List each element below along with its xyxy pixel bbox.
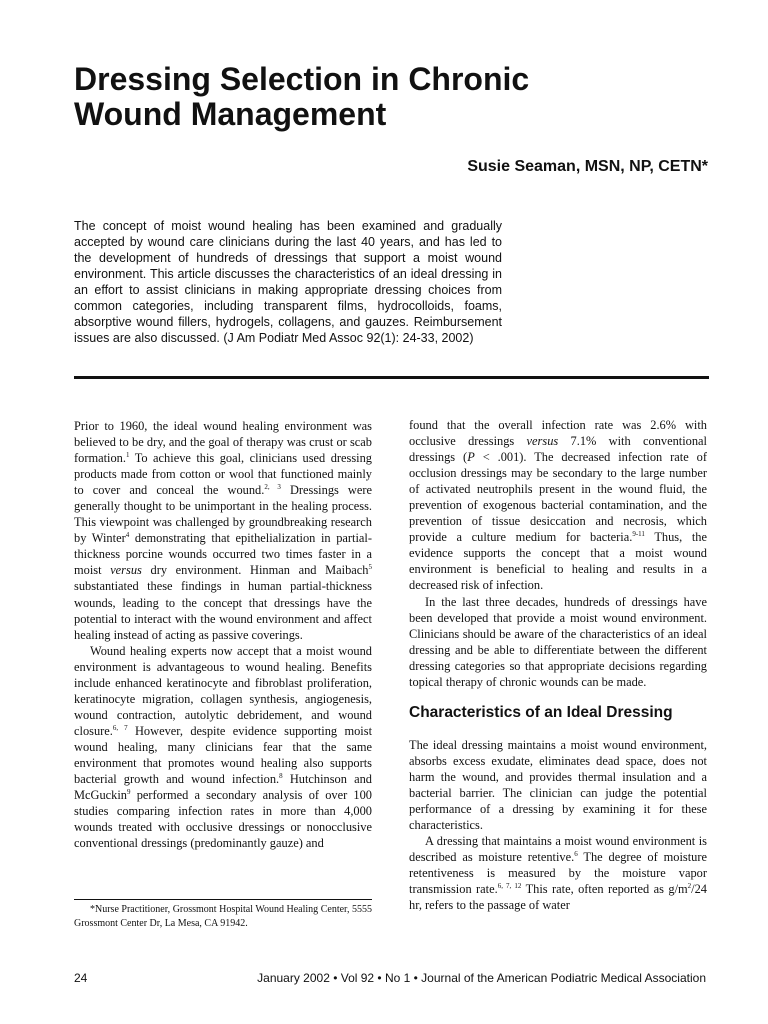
page-number: 24 [74,971,88,985]
header-divider [74,376,709,379]
right-paragraph-3: The ideal dressing maintains a moist wound environment, absorbs excess exudate, eliminates dead space, does not harm the wound, and provides thermal insulation and a bacterial barrier. The clinician can judge the potential performance of a dressing by examining it for these characteristics. [409,737,707,833]
left-paragraph-1: Prior to 1960, the ideal wound healing environment was believed to be dry, and the goal of therapy was crust or scab formation.$^1$ To achieve this goal, clinicians used dressing products made from cotton or wool that functioned mainly to cover and conceal the wound.$^{2, 3}$ Dressings were generally thought to be unimportant in the healing process. This viewpoint was challenged by groundbreaking research by Winter$^4$ demonstrating that epithelialization in partial-thickness porcine wounds occurred two times faster in a moist versus dry environment. Hinman and Maibach$^5$ substantiated these findings in human partial-thickness wounds, leading to the concept that dressings have the potential to interact with the wound environment and affect healing instead of acting as passive coverings. [74,419,373,642]
citation-ref: 9-11 [632,530,645,539]
footnote-divider [74,899,372,900]
left-column [74,418,372,851]
right-column [409,417,707,913]
citation-ref: 1 [125,450,130,459]
section-heading: Characteristics of an Ideal Dressing [409,703,673,721]
right-paragraph-1: found that the overall infection rate was 2.6% with occlusive dressings versus 7.1% with conventional dressings (P < .001). The decreased infection rate of occlusion dressings may be secondary to the large number of activated neutrophils present in the wound fluid, the prevention of exogenous bacterial contamination, and the prevention of tissue desiccation and necrosis, which provide a culture medium for bacteria.$^{9-11}$ Thus, the evidence supports the concept that a moist wound environment is beneficial to healing and results in a decreased risk of infection. [409,418,707,593]
left-paragraph-2: Wound healing experts now accept that a moist wound environment is advantageous to wound healing. Benefits include enhanced keratinocyte and fibroblast proliferation, keratinocyte migration, collagen synthesis, angiogenesis, wound contraction, autolytic debridement, and wound closure.$^{6, 7}$ However, despite evidence supporting moist wound healing, many clinicians fear that the same environment that promotes wound healing also supports bacterial growth and wound infection.$^8$ Hutchinson and McGuckin$^9$ performed a secondary analysis of over 100 studies comparing infection rates in more than 4,000 wounds treated with occlusive dressings or nonocclusive conventional dressings (predominantly gauze) and [74,643,373,851]
title-line-1: Dressing Selection in Chronic [74,61,530,97]
author-byline: Susie Seaman, MSN, NP, CETN* [467,158,708,175]
citation-ref: 5 [368,563,372,572]
citation-ref: 2, 3 [264,483,281,492]
citation-ref: 6 [574,850,578,858]
article-title [74,62,714,132]
journal-footer: January 2002 • Vol 92 • No 1 • Journal of the American Podiatric Medical Association [257,971,706,985]
author-footnote: *Nurse Practitioner, Grossmont Hospital Wound Healing Center, 5555 Grossmont Center Dr, La Mesa, CA 91942. [74,904,372,929]
right-paragraph-4: A dressing that maintains a moist wound environment is described as moisture retentive.$^6$ The degree of moisture retentiveness is measured by the moisture vapor transmission rate.$^{6, 7, 12}$ This rate, often reported as $g/m^2/24$ hr, refers to the passage of water [409,834,708,913]
citation-ref: 2 [687,882,692,891]
citation-ref: 8 [279,771,283,780]
right-paragraph-2: In the last three decades, hundreds of dressings have been developed that provide a moist wound environment. Clinicians should be aware of the characteristics of an ideal dressing and be able to differentiate between the different dressing categories so that appropriate decisions regarding topical therapy of chronic wounds can be made. [409,594,707,689]
abstract: The concept of moist wound healing has been examined and gradually accepted by wound care clinicians during the last 40 years, and has led to the development of hundreds of dressings that support a moist wound environment. This article discusses the characteristics of an ideal dressing in an effort to assist clinicians in making appropriate dressing choices from common categories, including transparent films, hydrocolloids, foams, absorptive wound fillers, hydrogels, collagens, and gauzes. Reimbursement issues are also discussed. (J Am Podiatr Med Assoc 92(1): 24-33, 2002) [74,219,502,345]
citation-ref: 6, 7 [112,723,128,732]
citation-ref: 9 [127,787,131,796]
title-line-2: Wound Management [74,96,387,132]
citation-ref: 6, 7, 12 [497,882,522,891]
citation-ref: 4 [125,531,130,540]
